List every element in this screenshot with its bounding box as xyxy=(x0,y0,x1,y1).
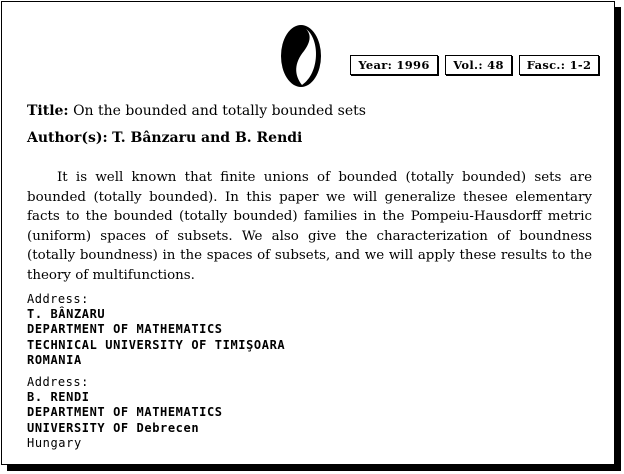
paper-authors-line xyxy=(27,130,302,146)
paper-title-line xyxy=(27,103,366,119)
paper-title: On the bounded and totally bounded sets xyxy=(73,103,366,119)
paper-authors: T. Bânzaru and B. Rendi xyxy=(112,130,303,146)
volume-badge: Vol.: 48 xyxy=(445,55,512,75)
address-institution: TECHNICAL UNIVERSITY OF TIMIŞOARA xyxy=(27,337,286,352)
address-block-1 xyxy=(27,292,285,368)
address-label: Address: xyxy=(27,375,89,389)
address-label: Address: xyxy=(27,292,89,306)
address-department: DEPARTMENT OF MATHEMATICS xyxy=(27,405,223,420)
address-institution: UNIVERSITY OF Debrecen xyxy=(27,420,200,435)
address-name: B. RENDI xyxy=(27,390,90,405)
authors-label: Author(s): xyxy=(27,130,108,146)
paper-card xyxy=(1,1,615,465)
paper-abstract: It is well known that finite unions of bounded (totally bounded) sets are bounded (totally bounded). In this paper we will generalize thesee elementary facts to the bounded (totally bounded) families in the Pompeiu-Hausdorff metric (uniform) spaces of subsets. We also give the characterization of boundness (totally boundness) in the spaces of subsets, and we will apply these results to the theory of multifunctions. xyxy=(27,170,592,283)
address-department: DEPARTMENT OF MATHEMATICS xyxy=(27,322,223,337)
title-label: Title: xyxy=(27,103,69,119)
year-badge: Year: 1996 xyxy=(350,55,438,75)
address-country: ROMANIA xyxy=(27,352,82,367)
address-country: Hungary xyxy=(27,435,82,450)
address-name: T. BÂNZARU xyxy=(27,307,106,322)
fascicle-badge: Fasc.: 1-2 xyxy=(519,55,599,75)
journal-logo-icon xyxy=(280,23,322,89)
address-block-2 xyxy=(27,375,223,451)
